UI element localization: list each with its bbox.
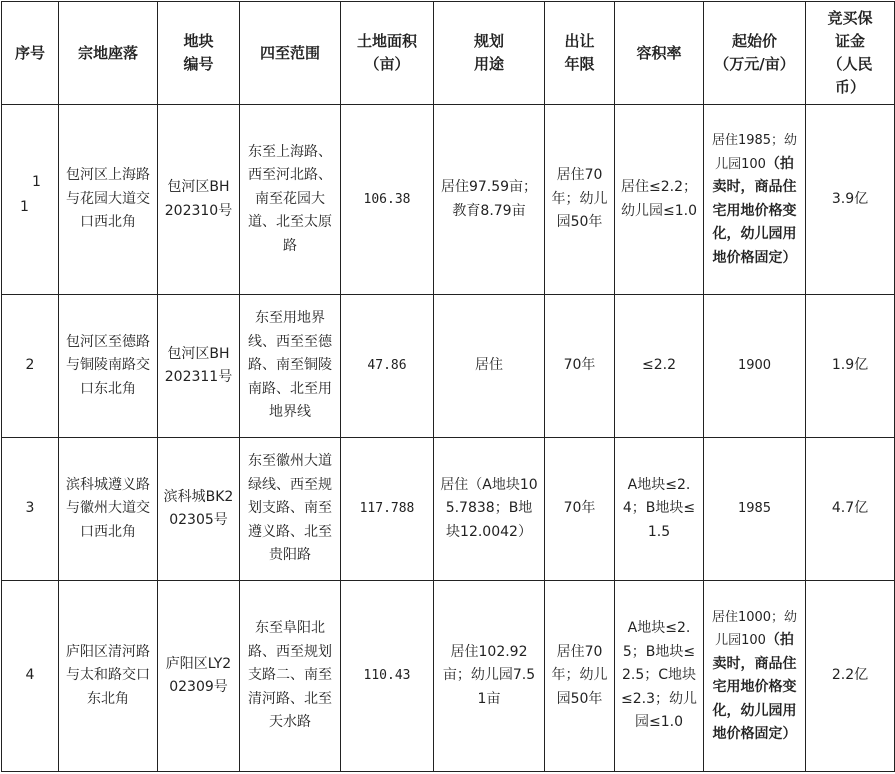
cell-area: 110.43: [341, 581, 434, 772]
header-boundary: 四至范围: [240, 2, 341, 105]
cell-far: A地块≤2.5；B地块≤2.5；C地块≤2.3；幼儿园≤1.0: [615, 581, 704, 772]
price-note: （拍卖时，商品住宅用地价格变化，幼儿园用地价格固定）: [712, 632, 797, 742]
cell-plot-id: 包河区BH202311号: [158, 295, 240, 438]
header-plot-id: 地块 编号: [158, 2, 240, 105]
cell-location: 包河区上海路与花园大道交口西北角: [59, 105, 158, 295]
cell-area: 106.38: [341, 105, 434, 295]
cell-area: 47.86: [341, 295, 434, 438]
table-row: [2, 581, 895, 772]
cell-far: 居住≤2.2；幼儿园≤1.0: [615, 105, 704, 295]
cell-use: 居住（A地块105.7838；B地块12.0042）: [434, 438, 545, 581]
cell-plot-id: 滨科城BK202305号: [158, 438, 240, 581]
cell-boundary: 东至阜阳北路、西至规划支路二、南至清河路、北至天水路: [240, 581, 341, 772]
cell-use: 居住97.59亩；教育8.79亩: [434, 105, 545, 295]
cell-price: 居住1985；幼儿园100（拍卖时，商品住宅用地价格变化，幼儿园用地价格固定）: [704, 105, 806, 295]
cell-price: 1900: [704, 295, 806, 438]
table-row: [2, 295, 895, 438]
cell-plot-id: 庐阳区LY202309号: [158, 581, 240, 772]
cell-location: 滨科城遵义路与徽州大道交口西北角: [59, 438, 158, 581]
cell-location: 庐阳区清河路与太和路交口东北角: [59, 581, 158, 772]
cell-term: 70年: [545, 295, 615, 438]
cell-seq: 3: [2, 438, 59, 581]
cell-use: 居住: [434, 295, 545, 438]
cell-seq: 1 1: [2, 105, 59, 295]
cell-deposit: 4.7亿: [806, 438, 895, 581]
header-seq: 序号: [2, 2, 59, 105]
cell-price: 1985: [704, 438, 806, 581]
cell-term: 居住70年；幼儿园50年: [545, 105, 615, 295]
table-row: [2, 105, 895, 295]
cell-seq: 4: [2, 581, 59, 772]
cell-use: 居住102.92亩；幼儿园7.51亩: [434, 581, 545, 772]
header-row: [2, 2, 895, 105]
cell-location: 包河区至德路与铜陵南路交口东北角: [59, 295, 158, 438]
cell-deposit: 2.2亿: [806, 581, 895, 772]
table-row: [2, 438, 895, 581]
header-term: 出让 年限: [545, 2, 615, 105]
price-note: （拍卖时，商品住宅用地价格变化，幼儿园用地价格固定）: [712, 155, 797, 266]
cell-area: 117.788: [341, 438, 434, 581]
header-area: 土地面积 （亩）: [341, 2, 434, 105]
cell-far: A地块≤2.4；B地块≤1.5: [615, 438, 704, 581]
cell-price: 居住1000；幼儿园100（拍卖时，商品住宅用地价格变化，幼儿园用地价格固定）: [704, 581, 806, 772]
header-location: 宗地座落: [59, 2, 158, 105]
header-far: 容积率: [615, 2, 704, 105]
cell-seq: 2: [2, 295, 59, 438]
cell-plot-id: 包河区BH202310号: [158, 105, 240, 295]
cell-boundary: 东至徽州大道绿线、西至规划支路、南至遵义路、北至贵阳路: [240, 438, 341, 581]
cell-deposit: 3.9亿: [806, 105, 895, 295]
land-auction-table: [1, 1, 895, 772]
cell-boundary: 东至用地界线、西至至德路、南至铜陵南路、北至用地界线: [240, 295, 341, 438]
cell-deposit: 1.9亿: [806, 295, 895, 438]
cell-boundary: 东至上海路、西至河北路、南至花园大道、北至太原路: [240, 105, 341, 295]
cell-far: ≤2.2: [615, 295, 704, 438]
cell-term: 居住70年；幼儿园50年: [545, 581, 615, 772]
header-use: 规划 用途: [434, 2, 545, 105]
header-price: 起始价 （万元/亩）: [704, 2, 806, 105]
header-deposit: 竞买保 证金 （人民 币）: [806, 2, 895, 105]
cell-term: 70年: [545, 438, 615, 581]
